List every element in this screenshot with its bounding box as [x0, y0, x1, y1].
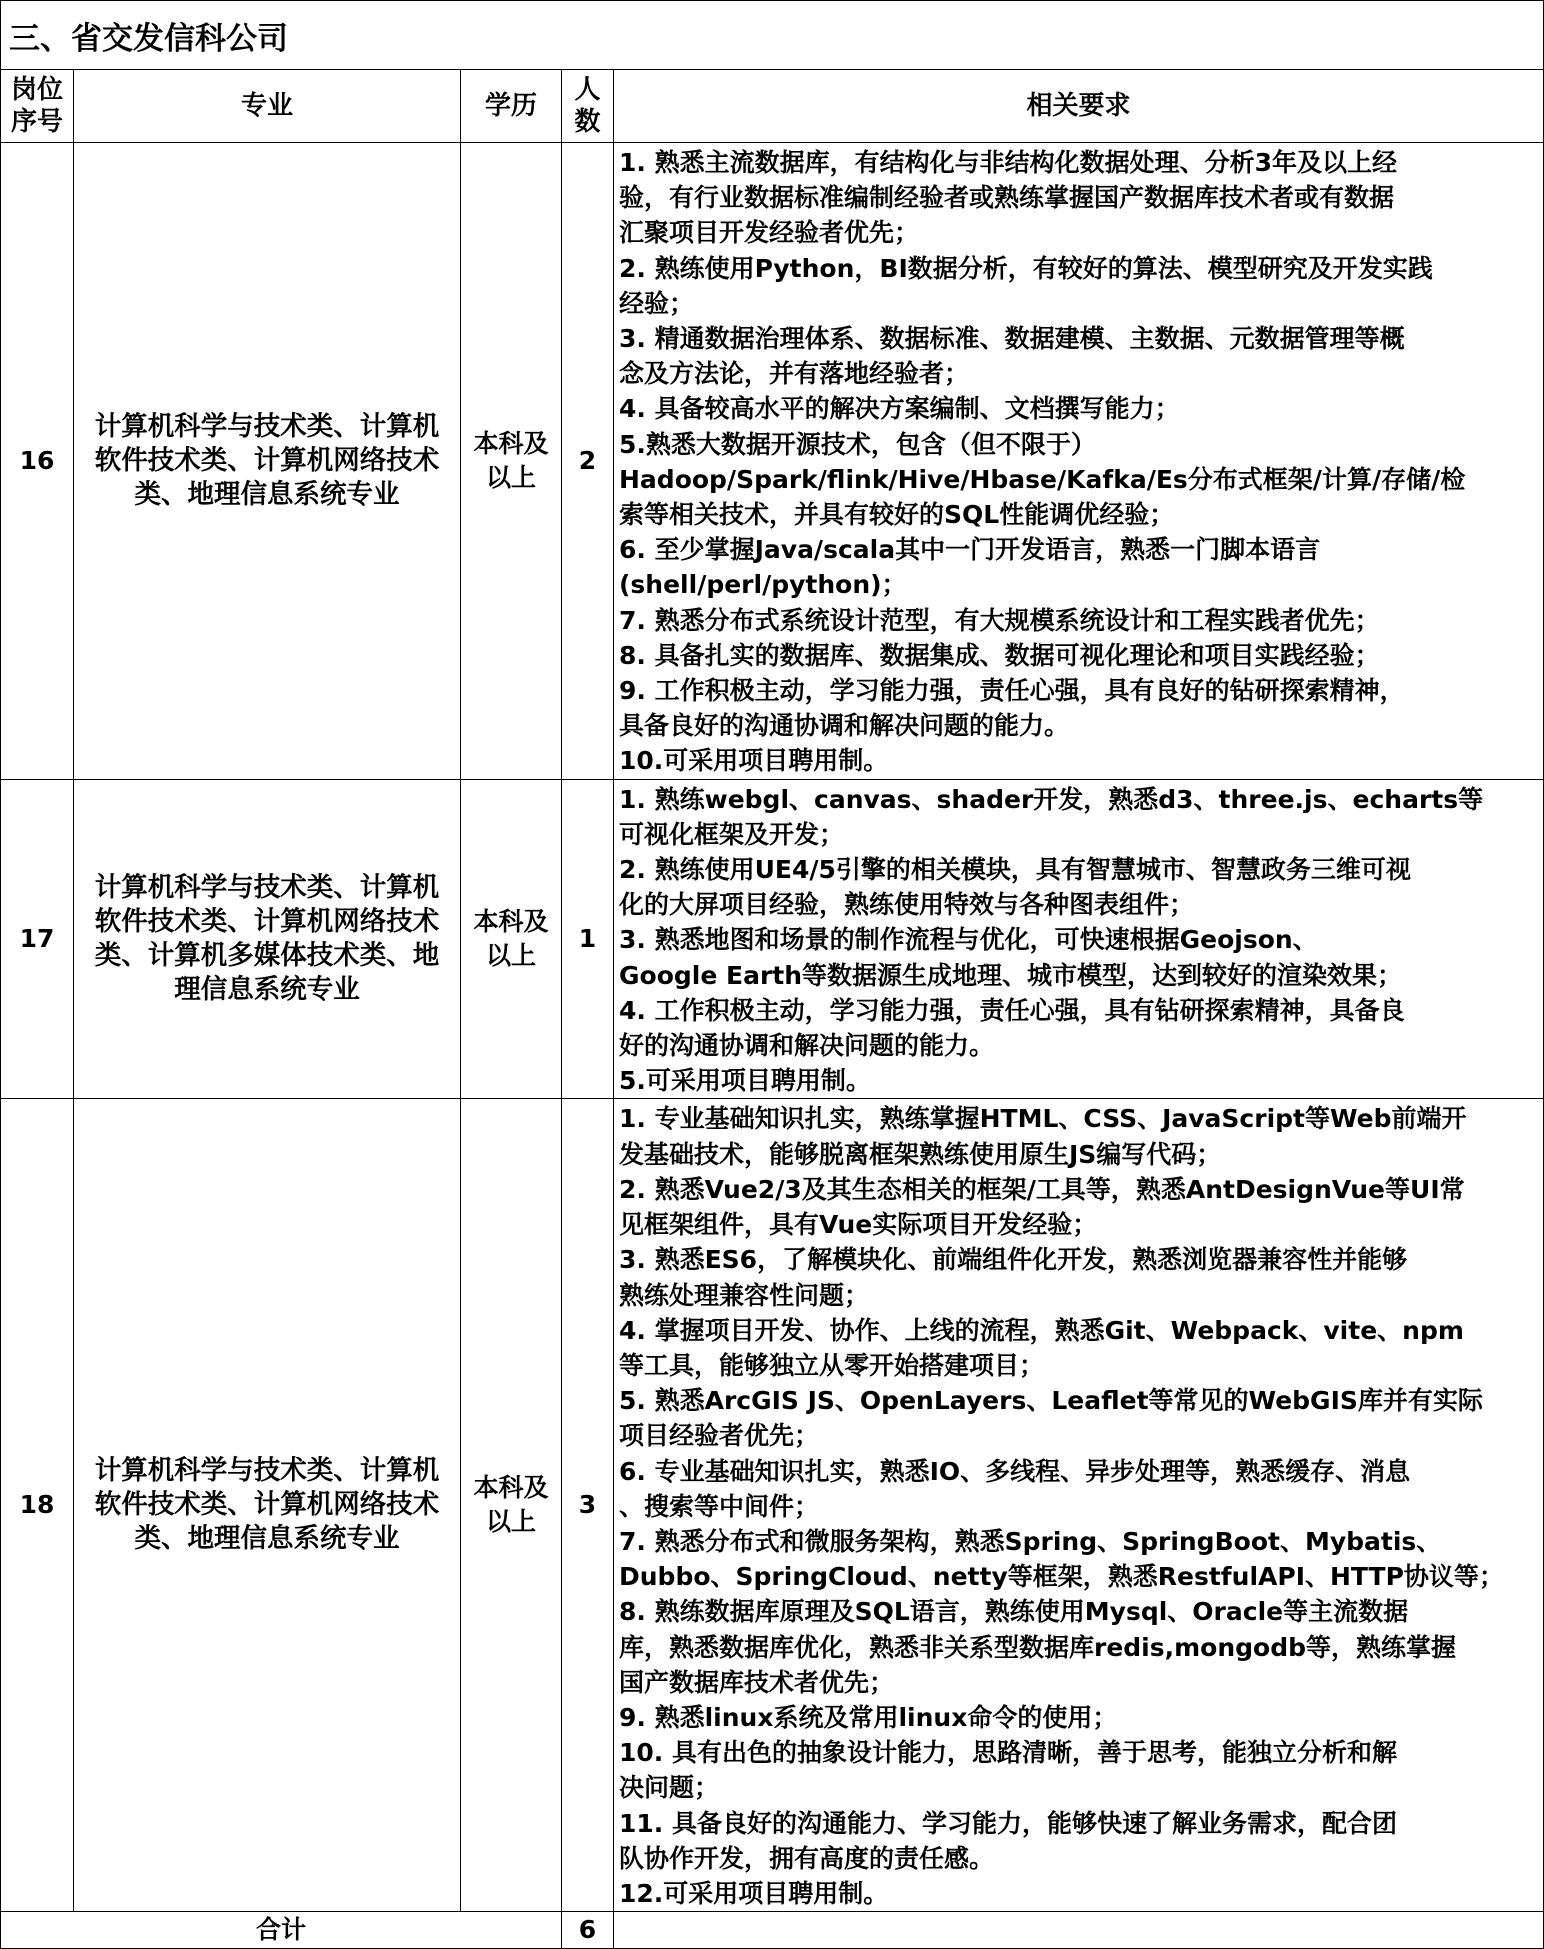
header-count [562, 70, 614, 143]
requirements-cell [614, 779, 1544, 1099]
header-seq [1, 70, 74, 143]
requirement-line: 6. 专业基础知识扎实，熟悉IO、多线程、异步处理等，熟悉缓存、消息 [619, 1456, 1411, 1486]
header-count-line: 人 [574, 75, 601, 105]
requirement-line: 5.熟悉大数据开源技术，包含（但不限于） [619, 429, 1096, 459]
header-seq-line: 岗位 [10, 75, 63, 105]
requirement-line: 8. 熟练数据库原理及SQL语言，熟练使用Mysql、Oracle等主流数据 [619, 1597, 1409, 1627]
header-row [1, 70, 1544, 143]
requirement-line: 2. 熟练使用UE4/5引擎的相关模块，具有智慧城市、智慧政务三维可视 [619, 855, 1411, 885]
requirement-line: 10. 具有出色的抽象设计能力，思路清晰，善于思考，能独立分析和解 [619, 1738, 1397, 1768]
requirement-line: 验，有行业数据标准编制经验者或熟练掌握国产数据库技术者或有数据 [619, 183, 1395, 213]
requirement-line: 12.可采用项目聘用制。 [619, 1878, 889, 1908]
requirement-line: 4. 工作积极主动，学习能力强，责任心强，具有钻研探索精神，具备良 [619, 995, 1405, 1025]
seq-cell: 18 [1, 1099, 74, 1912]
major-line: 计算机科学与技术类、计算机 [94, 1455, 440, 1487]
major-line: 计算机科学与技术类、计算机 [94, 872, 440, 904]
requirement-line: 9. 工作积极主动，学习能力强，责任心强，具有良好的钻研探索精神， [619, 676, 1405, 706]
requirement-line: 熟练处理兼容性问题； [619, 1280, 870, 1310]
requirement-line: 5. 熟悉ArcGIS JS、OpenLayers、Leaflet等常见的WebGIS库并有实际 [619, 1386, 1483, 1416]
requirement-line: 、搜索等中间件； [619, 1491, 820, 1521]
education-cell [461, 143, 562, 780]
requirement-line: 库，熟悉数据库优化，熟悉非关系型数据库redis,mongodb等，熟练掌握 [619, 1632, 1457, 1662]
total-row [1, 1912, 1544, 1949]
requirement-line: 汇聚项目开发经验者优先； [619, 218, 920, 248]
requirement-line: 7. 熟悉分布式和微服务架构，熟悉Spring、SpringBoot、Mybatis、 [619, 1526, 1442, 1556]
requirements-cell [614, 143, 1544, 780]
requirement-line: 2. 熟悉Vue2/3及其生态相关的框架/工具等，熟悉AntDesignVue等UI常 [619, 1174, 1465, 1204]
requirement-line: 念及方法论，并有落地经验者； [619, 359, 970, 389]
major-line: 软件技术类、计算机网络技术 [94, 906, 440, 938]
education-line: 以上 [485, 462, 536, 492]
section-title-row [1, 1, 1544, 70]
count-cell: 3 [562, 1099, 614, 1912]
header-requirements: 相关要求 [614, 70, 1544, 143]
major-line: 计算机科学与技术类、计算机 [94, 410, 440, 442]
requirement-line: 10.可采用项目聘用制。 [619, 746, 889, 776]
major-line: 类、计算机多媒体技术类、地 [94, 940, 440, 972]
requirement-line: 4. 掌握项目开发、协作、上线的流程，熟悉Git、Webpack、vite、npm [619, 1315, 1464, 1345]
requirement-line: 8. 具备扎实的数据库、数据集成、数据可视化理论和项目实践经验； [619, 640, 1380, 670]
requirement-line: 化的大屏项目经验，熟练使用特效与各种图表组件； [619, 890, 1195, 920]
education-line: 以上 [485, 941, 536, 971]
education-line: 以上 [485, 1507, 536, 1537]
section-title: 三、省交发信科公司 [1, 1, 1544, 70]
major-line: 类、地理信息系统专业 [134, 478, 400, 510]
total-empty-cell [614, 1912, 1544, 1949]
header-education: 学历 [461, 70, 562, 143]
requirement-line: 9. 熟悉linux系统及常用linux命令的使用； [619, 1702, 1118, 1732]
requirement-line: 项目经验者优先； [619, 1421, 820, 1451]
requirement-line: 6. 至少掌握Java/scala其中一门开发语言，熟悉一门脚本语言 [619, 535, 1321, 565]
requirement-line: 3. 熟悉地图和场景的制作流程与优化，可快速根据Geojson、 [619, 925, 1318, 955]
requirement-line: 可视化框架及开发； [619, 819, 845, 849]
requirement-line: 好的沟通协调和解决问题的能力。 [619, 1031, 995, 1061]
education-cell [461, 1099, 562, 1912]
table-row [1, 143, 1544, 780]
requirement-line: 经验； [619, 288, 695, 318]
requirement-line: 1. 熟悉主流数据库，有结构化与非结构化数据处理、分析3年及以上经 [619, 148, 1397, 177]
requirement-line: 1. 专业基础知识扎实，熟练掌握HTML、CSS、JavaScript等Web前端开 [619, 1104, 1467, 1134]
requirement-line: 等工具，能够独立从零开始搭建项目； [619, 1350, 1045, 1380]
count-cell: 2 [562, 143, 614, 780]
table-row [1, 779, 1544, 1099]
requirement-line: 决问题； [619, 1773, 720, 1803]
seq-cell: 16 [1, 143, 74, 780]
education-line: 本科及 [473, 907, 549, 937]
total-label: 合计 [1, 1912, 562, 1949]
major-line: 软件技术类、计算机网络技术 [94, 444, 440, 476]
requirement-line: Dubbo、SpringCloud、netty等框架，熟悉RestfulAPI、HTTP协议等； [619, 1562, 1504, 1592]
education-line: 本科及 [473, 428, 549, 458]
header-count-line: 数 [574, 107, 601, 137]
seq-cell: 17 [1, 779, 74, 1099]
requirement-line: 队协作开发，拥有高度的责任感。 [619, 1843, 995, 1873]
requirement-line: 5.可采用项目聘用制。 [619, 1066, 871, 1096]
requirements-cell [614, 1099, 1544, 1912]
major-cell [74, 1099, 461, 1912]
requirement-line: Google Earth等数据源生成地理、城市模型，达到较好的渲染效果； [619, 960, 1403, 990]
requirement-line: 索等相关技术，并具有较好的SQL性能调优经验； [619, 500, 1175, 530]
requirement-line: 3. 精通数据治理体系、数据标准、数据建模、主数据、元数据管理等概 [619, 324, 1405, 354]
requirement-line: 7. 熟悉分布式系统设计范型，有大规模系统设计和工程实践者优先； [619, 605, 1380, 635]
requirement-line: Hadoop/Spark/flink/Hive/Hbase/Kafka/Es分布式框架/计算/存储/检 [619, 464, 1466, 494]
requirement-line: 3. 熟悉ES6，了解模块化、前端组件化开发，熟悉浏览器兼容性并能够 [619, 1245, 1408, 1275]
header-seq-line: 序号 [10, 107, 63, 137]
requirement-line: 1. 熟练webgl、canvas、shader开发，熟悉d3、three.js、echarts等 [619, 784, 1484, 814]
requirement-line: 11. 具备良好的沟通能力、学习能力，能够快速了解业务需求，配合团 [619, 1808, 1397, 1838]
major-cell [74, 143, 461, 780]
major-line: 理信息系统专业 [174, 974, 360, 1006]
requirement-line: 国产数据库技术者优先； [619, 1667, 895, 1697]
education-cell [461, 779, 562, 1099]
requirement-line: 见框架组件，具有Vue实际项目开发经验； [619, 1210, 1098, 1240]
requirement-line: 具备良好的沟通协调和解决问题的能力。 [619, 711, 1070, 741]
requirement-line: 4. 具备较高水平的解决方案编制、文档撰写能力； [619, 394, 1180, 424]
table-row [1, 1099, 1544, 1912]
requirement-line: 2. 熟练使用Python，BI数据分析，有较好的算法、模型研究及开发实践 [619, 253, 1433, 283]
requirement-line: 发基础技术，能够脱离框架熟练使用原生JS编写代码； [619, 1139, 1222, 1169]
total-count: 6 [562, 1912, 614, 1949]
requirement-line: (shell/perl/python)； [619, 570, 907, 600]
major-line: 类、地理信息系统专业 [134, 1523, 400, 1555]
education-line: 本科及 [473, 1473, 549, 1503]
header-major: 专业 [74, 70, 461, 143]
major-cell [74, 779, 461, 1099]
major-line: 软件技术类、计算机网络技术 [94, 1489, 440, 1521]
count-cell: 1 [562, 779, 614, 1099]
